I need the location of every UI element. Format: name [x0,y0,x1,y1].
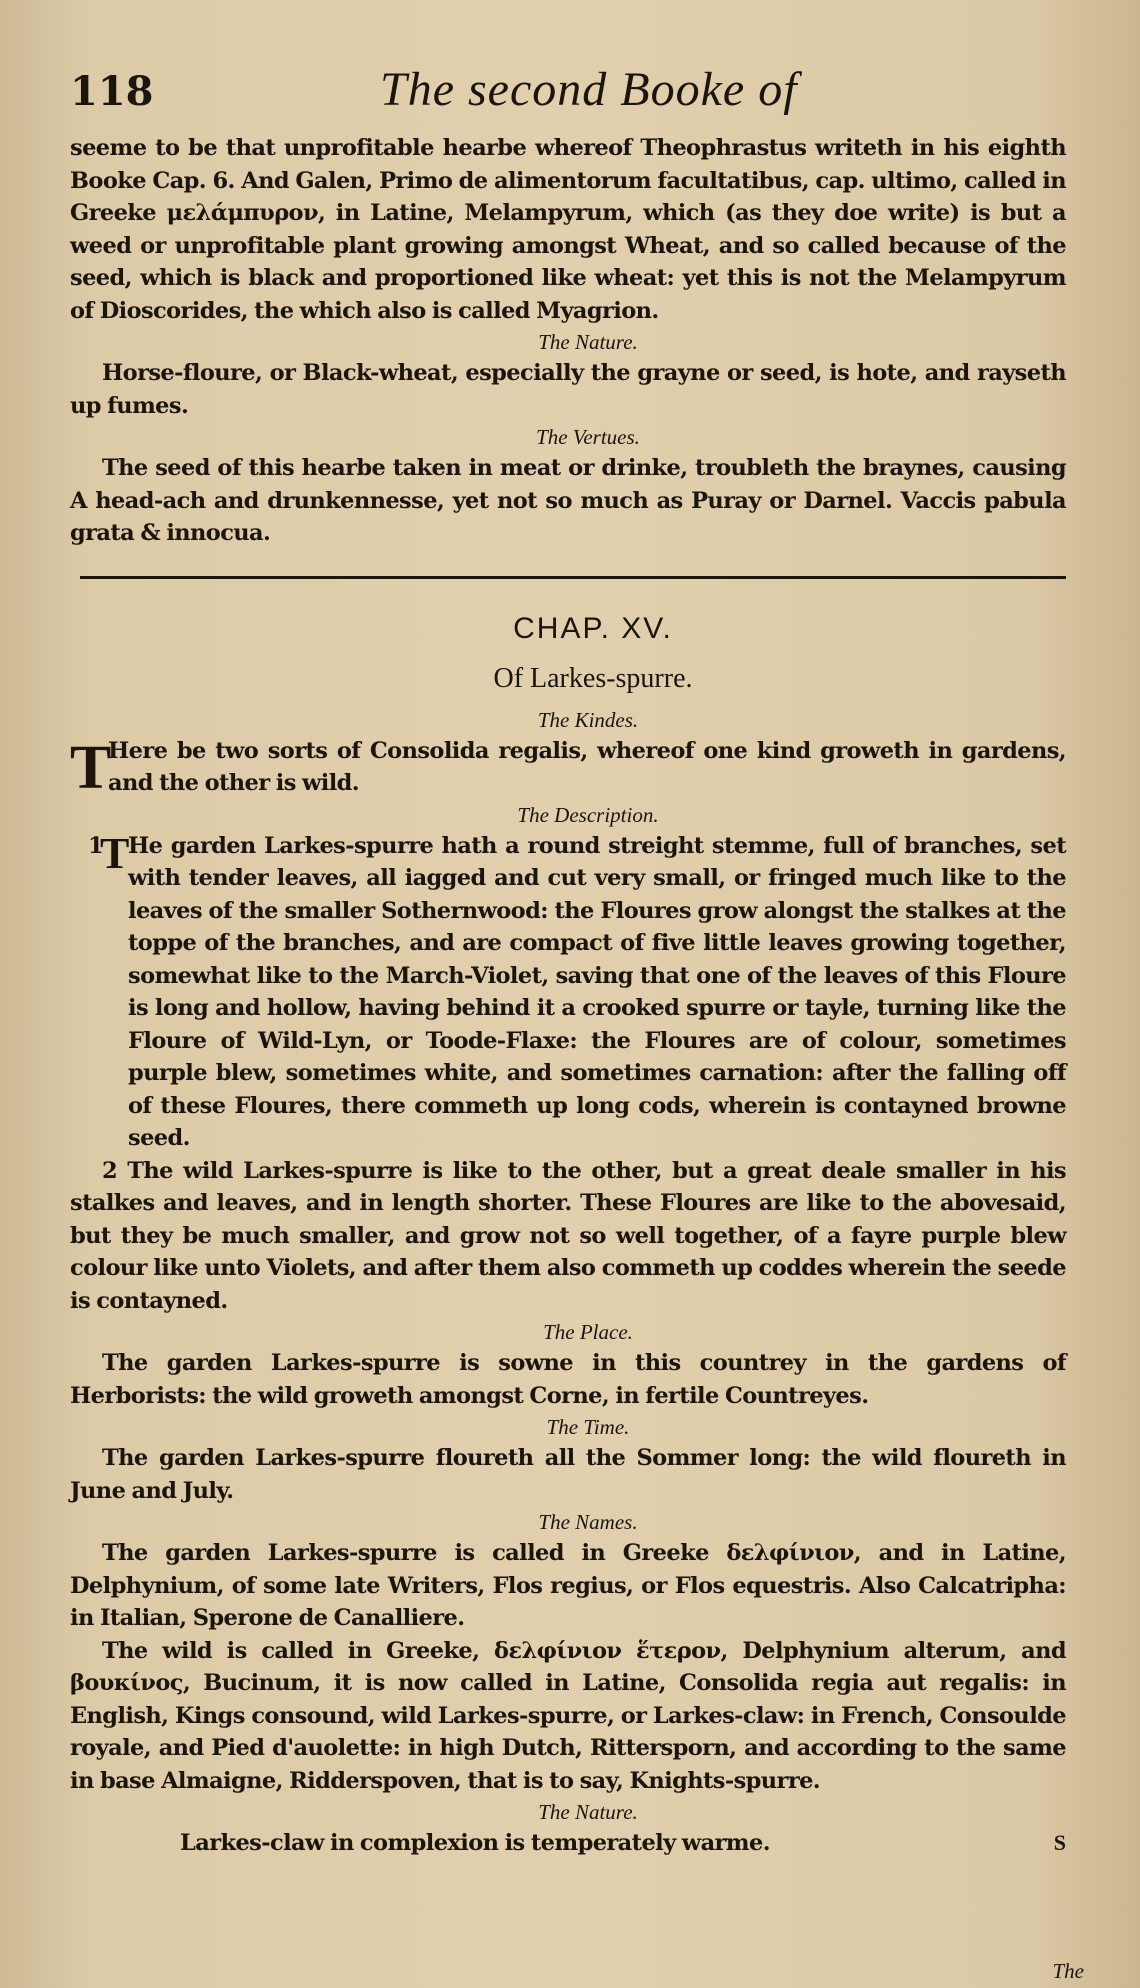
description-paragraph-2: 2 The wild Larkes-spurre is like to the other, but a great deale smaller in his stalkes and leaves, and in length shorter. These Floures are like to the abovesaid, but they be much smaller, and grow not so well together, of a fayre purple blew colour like unto Violets, and after them also commeth up coddes wherein the seede is contayned. [70,1157,1066,1314]
names-heading: The Names. [538,1510,638,1534]
description-paragraph-1 [70,830,1066,1155]
vertues-paragraph: The seed of this hearbe taken in meat or drinke, troubleth the braynes, causing A head-ach and drunkennesse, yet not so much as Puray or Darnel. Vaccis pabula grata & innocua. [70,455,1066,546]
time-paragraph: The garden Larkes-spurre floureth all the Sommer long: the wild floureth in June and July. [70,1445,1066,1504]
description-heading: The Description. [517,802,659,827]
place-paragraph: The garden Larkes-spurre is sowne in this countrey in the gardens of Herborists: the wild groweth amongst Corne, in fertile Countreyes. [70,1350,1066,1409]
chapter-number: CHAP. XV. [513,611,673,645]
paragraph-number: 1 [88,832,104,859]
place-heading: The Place. [543,1320,633,1344]
section-divider [80,576,1066,579]
chapter-title: Of Larkes-spurre. [493,662,693,694]
time-heading: The Time. [546,1415,630,1439]
description-text-1: He garden Larkes-spurre hath a round streight stemme, full of branches, set with tender leaves, all iagged and cut very small, or fringed much like to the leaves of the smaller Sothernwood: the Floures grow alongst the stalkes at the toppe of the branches, and are compact of five little leaves growing together, somewhat like to the March-Violet, saving that one of the leaves of this Floure is long and hollow, having behind it a crooked spurre or tayle, turning like the Floure of Wild-Lyn, or Toode-Flaxe: the Floures are of colour, sometimes purple blew, sometimes white, and sometimes carnation: after the falling off of these Floures, there commeth up long cods, wherein is contayned browne seed. [128,832,1066,1151]
vertues-heading: The Vertues. [536,425,640,449]
nature-heading: The Nature. [538,330,638,354]
drop-capital: T [70,733,112,802]
kindes-text: Here be two sorts of Consolida regalis, whereof one kind groweth in gardens, and the other is wild. [108,737,1066,796]
continued-paragraph: seeme to be that unprofitable hearbe whereof Theophrastus writeth in his eighth Booke Cap. 6. And Galen, Primo de alimentorum facultatibus, cap. ultimo, called in Greeke μελάμπυρον, in Latine, Melampyrum, which (as they doe write) is but a weed or unprofitable plant growing amongst Wheat, and so called because of the seed, which is black and proportioned like wheat: yet this is not the Melampyrum of Dioscorides, the which also is called Myagrion. [70,135,1066,324]
page-number: 118 [70,68,154,115]
drop-capital: T [100,828,130,878]
running-title: The second Booke of [380,63,798,116]
nature-heading-2: The Nature. [538,1800,638,1824]
names-paragraph-2: The wild is called in Greeke, δελφίνιον ἕτερον, Delphynium alterum, and βουκίνος, Bucinum, it is now called in Latine, Consolida regia aut regalis: in English, Kings consound, wild Larkes-spurre, or Larkes-claw: in French, Consoulde royale, and Pied d'auolette: in high Dutch, Rittersporn, and according to the same in base Almaigne, Ridderspoven, that is to say, Knights-spurre. [70,1637,1066,1794]
kindes-heading: The Kindes. [537,707,639,732]
last-line-row [70,1827,1066,1860]
nature-paragraph-2: Larkes-claw in complexion is temperately warme. [180,1830,770,1856]
kindes-paragraph [70,735,1066,800]
running-head [70,62,1066,132]
catchword: The [1052,1959,1084,1983]
names-paragraph-1: The garden Larkes-spurre is called in Greeke δελφίνιον, and in Latine, Delphynium, of some late Writers, Flos regius, or Flos equestris. Also Calcatripha: in Italian, Sperone de Canalliere. [70,1540,1066,1631]
nature-paragraph: Horse-floure, or Black-wheat, especially the grayne or seed, is hote, and rayseth up fumes. [70,360,1066,419]
signature-mark: S [1053,1830,1066,1855]
